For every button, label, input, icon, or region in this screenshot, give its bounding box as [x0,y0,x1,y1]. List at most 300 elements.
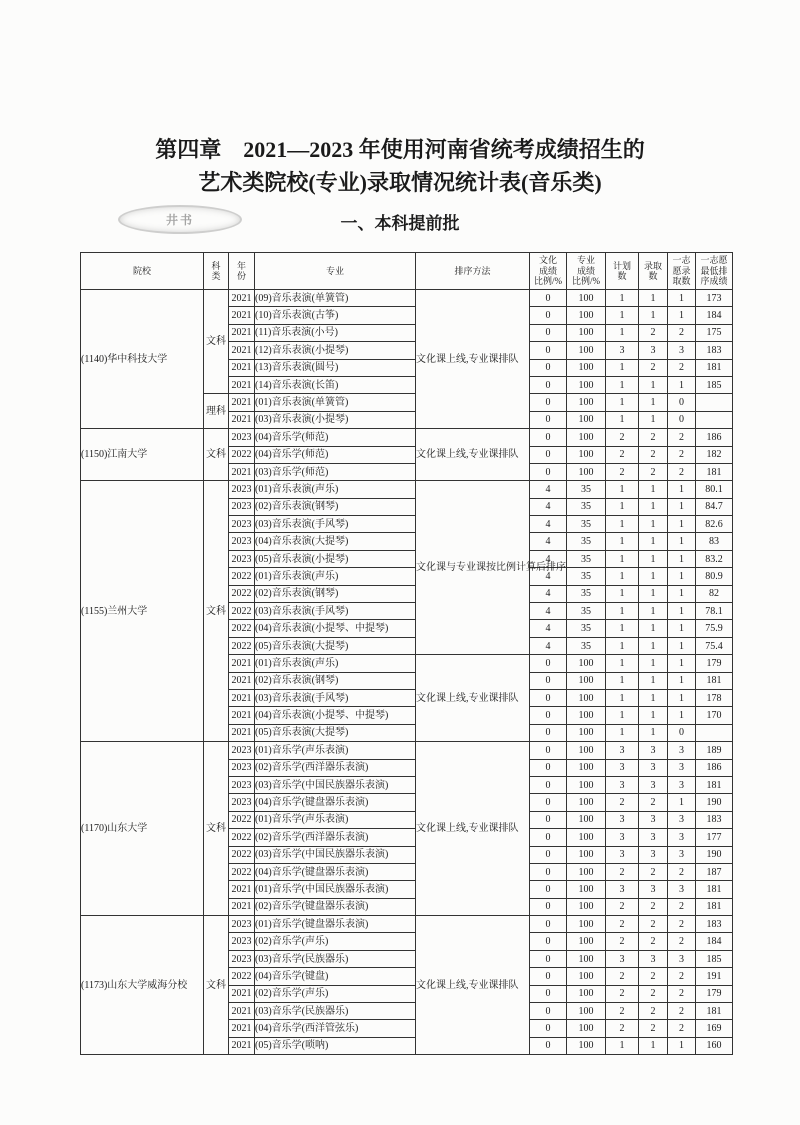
first-choice-admitted-cell: 1 [668,550,696,567]
admitted-count-cell: 1 [639,307,668,324]
first-choice-min-score-cell [696,724,733,741]
major-cell: (03)音乐学(中国民族器乐表演) [255,776,416,793]
first-choice-min-score-cell: 179 [696,985,733,1002]
culture-ratio-cell: 0 [530,446,567,463]
first-choice-min-score-cell: 190 [696,846,733,863]
culture-ratio-cell: 4 [530,550,567,567]
major-ratio-cell: 100 [567,324,606,341]
culture-ratio-cell: 0 [530,742,567,759]
culture-ratio-cell: 0 [530,933,567,950]
major-ratio-cell: 100 [567,829,606,846]
culture-ratio-cell: 4 [530,498,567,515]
plan-count-cell: 1 [606,376,639,393]
first-choice-min-score-cell: 186 [696,429,733,446]
year-cell: 2021 [229,342,255,359]
admitted-count-cell: 2 [639,898,668,915]
first-choice-min-score-cell: 183 [696,811,733,828]
major-ratio-cell: 100 [567,742,606,759]
major-ratio-cell: 100 [567,672,606,689]
plan-count-cell: 1 [606,550,639,567]
admitted-count-cell: 3 [639,811,668,828]
header-major-ratio: 专业 成绩 比例/% [567,253,606,290]
culture-ratio-cell: 0 [530,463,567,480]
admitted-count-cell: 2 [639,1003,668,1020]
header-school: 院校 [81,253,204,290]
school-name-cell: (1173)山东大学威海分校 [81,916,204,1055]
admitted-count-cell: 1 [639,411,668,428]
major-cell: (02)音乐学(声乐) [255,985,416,1002]
year-cell: 2021 [229,394,255,411]
plan-count-cell: 1 [606,516,639,533]
plan-count-cell: 2 [606,863,639,880]
category-cell: 文科 [204,290,229,394]
plan-count-cell: 1 [606,359,639,376]
first-choice-admitted-cell: 1 [668,376,696,393]
admitted-count-cell: 1 [639,672,668,689]
plan-count-cell: 1 [606,533,639,550]
major-ratio-cell: 35 [567,620,606,637]
year-cell: 2023 [229,516,255,533]
first-choice-admitted-cell: 1 [668,533,696,550]
admitted-count-cell: 1 [639,533,668,550]
first-choice-min-score-cell: 173 [696,290,733,307]
major-cell: (03)音乐学(民族器乐) [255,1003,416,1020]
plan-count-cell: 3 [606,742,639,759]
major-cell: (12)音乐表演(小提琴) [255,342,416,359]
plan-count-cell: 2 [606,1003,639,1020]
major-ratio-cell: 35 [567,603,606,620]
first-choice-min-score-cell: 184 [696,307,733,324]
admitted-count-cell: 3 [639,829,668,846]
major-cell: (02)音乐表演(钢琴) [255,498,416,515]
first-choice-min-score-cell: 75.4 [696,637,733,654]
major-cell: (14)音乐表演(长笛) [255,376,416,393]
year-cell: 2023 [229,933,255,950]
first-choice-min-score-cell: 83.2 [696,550,733,567]
plan-count-cell: 1 [606,324,639,341]
first-choice-min-score-cell: 183 [696,916,733,933]
year-cell: 2022 [229,637,255,654]
admitted-count-cell: 1 [639,550,668,567]
admitted-count-cell: 1 [639,689,668,706]
first-choice-admitted-cell: 1 [668,516,696,533]
first-choice-min-score-cell: 181 [696,1003,733,1020]
section-heading: 一、本科提前批 [340,214,460,233]
major-ratio-cell: 35 [567,481,606,498]
year-cell: 2022 [229,829,255,846]
admitted-count-cell: 3 [639,776,668,793]
first-choice-min-score-cell: 83 [696,533,733,550]
major-cell: (01)音乐表演(声乐) [255,568,416,585]
major-ratio-cell: 100 [567,776,606,793]
major-cell: (02)音乐学(键盘器乐表演) [255,898,416,915]
year-cell: 2023 [229,950,255,967]
major-cell: (05)音乐表演(小提琴) [255,550,416,567]
major-ratio-cell: 100 [567,916,606,933]
culture-ratio-cell: 0 [530,881,567,898]
first-choice-admitted-cell: 1 [668,689,696,706]
table-header-row [81,253,733,290]
culture-ratio-cell: 0 [530,1003,567,1020]
major-cell: (03)音乐表演(手风琴) [255,603,416,620]
major-cell: (02)音乐学(西洋器乐表演) [255,759,416,776]
plan-count-cell: 2 [606,463,639,480]
admitted-count-cell: 1 [639,707,668,724]
year-cell: 2023 [229,498,255,515]
culture-ratio-cell: 0 [530,429,567,446]
admitted-count-cell: 1 [639,290,668,307]
major-cell: (01)音乐学(声乐表演) [255,742,416,759]
culture-ratio-cell: 0 [530,359,567,376]
major-cell: (03)音乐学(中国民族器乐表演) [255,846,416,863]
major-ratio-cell: 100 [567,1037,606,1054]
first-choice-admitted-cell: 3 [668,881,696,898]
admitted-count-cell: 2 [639,324,668,341]
first-choice-min-score-cell: 181 [696,776,733,793]
category-cell: 文科 [204,481,229,742]
culture-ratio-cell: 0 [530,776,567,793]
first-choice-min-score-cell: 179 [696,655,733,672]
major-ratio-cell: 35 [567,568,606,585]
year-cell: 2022 [229,568,255,585]
table-row [81,742,733,759]
first-choice-min-score-cell: 80.9 [696,568,733,585]
first-choice-min-score-cell: 175 [696,324,733,341]
plan-count-cell: 1 [606,585,639,602]
year-cell: 2021 [229,881,255,898]
admitted-count-cell: 1 [639,394,668,411]
year-cell: 2021 [229,655,255,672]
major-cell: (10)音乐表演(古筝) [255,307,416,324]
plan-count-cell: 1 [606,307,639,324]
first-choice-admitted-cell: 0 [668,411,696,428]
year-cell: 2021 [229,411,255,428]
first-choice-min-score-cell [696,394,733,411]
year-cell: 2022 [229,603,255,620]
plan-count-cell: 2 [606,985,639,1002]
year-cell: 2023 [229,481,255,498]
plan-count-cell: 3 [606,950,639,967]
year-cell: 2023 [229,776,255,793]
major-ratio-cell: 100 [567,985,606,1002]
first-choice-admitted-cell: 1 [668,307,696,324]
first-choice-admitted-cell: 3 [668,342,696,359]
year-cell: 2021 [229,1020,255,1037]
major-ratio-cell: 100 [567,863,606,880]
admitted-count-cell: 1 [639,516,668,533]
major-cell: (04)音乐表演(小提琴、中提琴) [255,620,416,637]
admitted-count-cell: 1 [639,724,668,741]
year-cell: 2022 [229,863,255,880]
major-ratio-cell: 100 [567,342,606,359]
major-cell: (02)音乐表演(钢琴) [255,585,416,602]
header-first-choice-min-score: 一志愿 最低排 序成绩 [696,253,733,290]
header-first-choice-admitted: 一志 愿录 取数 [668,253,696,290]
year-cell: 2021 [229,672,255,689]
major-cell: (04)音乐学(键盘器乐表演) [255,794,416,811]
sort-method-cell: 文化课上线,专业课排队 [416,742,530,916]
plan-count-cell: 1 [606,411,639,428]
first-choice-admitted-cell: 1 [668,794,696,811]
first-choice-min-score-cell [696,411,733,428]
culture-ratio-cell: 4 [530,568,567,585]
admitted-count-cell: 3 [639,742,668,759]
first-choice-admitted-cell: 1 [668,603,696,620]
year-cell: 2023 [229,794,255,811]
major-ratio-cell: 35 [567,585,606,602]
plan-count-cell: 2 [606,968,639,985]
category-cell: 文科 [204,742,229,916]
admitted-count-cell: 2 [639,429,668,446]
major-cell: (02)音乐学(声乐) [255,933,416,950]
first-choice-min-score-cell: 169 [696,1020,733,1037]
admitted-count-cell: 3 [639,950,668,967]
major-cell: (04)音乐学(师范) [255,446,416,463]
first-choice-min-score-cell: 160 [696,1037,733,1054]
admitted-count-cell: 2 [639,463,668,480]
category-cell: 文科 [204,916,229,1055]
first-choice-min-score-cell: 80.1 [696,481,733,498]
admitted-count-cell: 2 [639,794,668,811]
plan-count-cell: 1 [606,672,639,689]
major-ratio-cell: 100 [567,707,606,724]
admitted-count-cell: 2 [639,359,668,376]
chapter-title-line-2: 艺术类院校(专业)录取情况统计表(音乐类) [198,170,602,195]
first-choice-admitted-cell: 1 [668,1037,696,1054]
year-cell: 2023 [229,742,255,759]
culture-ratio-cell: 0 [530,829,567,846]
first-choice-admitted-cell: 2 [668,1020,696,1037]
culture-ratio-cell: 4 [530,620,567,637]
school-name-cell: (1170)山东大学 [81,742,204,916]
header-culture-ratio: 文化 成绩 比例/% [530,253,567,290]
first-choice-min-score-cell: 181 [696,463,733,480]
major-ratio-cell: 100 [567,898,606,915]
plan-count-cell: 3 [606,342,639,359]
category-cell: 文科 [204,429,229,481]
major-ratio-cell: 35 [567,498,606,515]
first-choice-min-score-cell: 82.6 [696,516,733,533]
first-choice-admitted-cell: 2 [668,324,696,341]
first-choice-admitted-cell: 2 [668,463,696,480]
culture-ratio-cell: 0 [530,724,567,741]
stamp-text: 井书 [165,213,194,227]
first-choice-admitted-cell: 1 [668,620,696,637]
admission-statistics-table [80,252,733,1055]
culture-ratio-cell: 4 [530,516,567,533]
first-choice-admitted-cell: 2 [668,933,696,950]
first-choice-admitted-cell: 3 [668,829,696,846]
culture-ratio-cell: 0 [530,689,567,706]
admitted-count-cell: 2 [639,968,668,985]
culture-ratio-cell: 0 [530,376,567,393]
plan-count-cell: 3 [606,846,639,863]
plan-count-cell: 3 [606,881,639,898]
major-ratio-cell: 100 [567,933,606,950]
first-choice-admitted-cell: 2 [668,916,696,933]
plan-count-cell: 1 [606,637,639,654]
admitted-count-cell: 2 [639,446,668,463]
plan-count-cell: 1 [606,568,639,585]
culture-ratio-cell: 0 [530,916,567,933]
major-cell: (11)音乐表演(小号) [255,324,416,341]
major-cell: (01)音乐表演(声乐) [255,481,416,498]
admitted-count-cell: 1 [639,620,668,637]
year-cell: 2023 [229,916,255,933]
first-choice-admitted-cell: 0 [668,394,696,411]
major-ratio-cell: 35 [567,533,606,550]
first-choice-min-score-cell: 191 [696,968,733,985]
culture-ratio-cell: 4 [530,585,567,602]
year-cell: 2021 [229,290,255,307]
major-cell: (01)音乐学(键盘器乐表演) [255,916,416,933]
plan-count-cell: 1 [606,707,639,724]
culture-ratio-cell: 0 [530,846,567,863]
sort-method-cell: 文化课上线,专业课排队 [416,429,530,481]
first-choice-min-score-cell: 187 [696,863,733,880]
first-choice-admitted-cell: 2 [668,429,696,446]
first-choice-min-score-cell: 177 [696,829,733,846]
major-cell: (04)音乐学(师范) [255,429,416,446]
first-choice-admitted-cell: 2 [668,968,696,985]
first-choice-admitted-cell: 1 [668,707,696,724]
major-ratio-cell: 100 [567,759,606,776]
major-ratio-cell: 100 [567,446,606,463]
plan-count-cell: 2 [606,916,639,933]
admitted-count-cell: 2 [639,933,668,950]
admitted-count-cell: 2 [639,1020,668,1037]
first-choice-min-score-cell: 185 [696,950,733,967]
major-cell: (02)音乐表演(钢琴) [255,672,416,689]
plan-count-cell: 3 [606,829,639,846]
year-cell: 2023 [229,550,255,567]
admitted-count-cell: 1 [639,655,668,672]
year-cell: 2021 [229,324,255,341]
first-choice-admitted-cell: 2 [668,1003,696,1020]
plan-count-cell: 1 [606,655,639,672]
first-choice-min-score-cell: 189 [696,742,733,759]
plan-count-cell: 2 [606,429,639,446]
admitted-count-cell: 1 [639,603,668,620]
major-ratio-cell: 100 [567,429,606,446]
year-cell: 2021 [229,376,255,393]
admitted-count-cell: 1 [639,498,668,515]
first-choice-admitted-cell: 3 [668,811,696,828]
year-cell: 2023 [229,429,255,446]
admitted-count-cell: 3 [639,881,668,898]
first-choice-admitted-cell: 1 [668,637,696,654]
major-cell: (01)音乐表演(声乐) [255,655,416,672]
culture-ratio-cell: 4 [530,603,567,620]
culture-ratio-cell: 0 [530,672,567,689]
major-cell: (04)音乐表演(小提琴、中提琴) [255,707,416,724]
first-choice-min-score-cell: 184 [696,933,733,950]
major-cell: (03)音乐学(师范) [255,463,416,480]
year-cell: 2022 [229,446,255,463]
header-sort-method: 排序方法 [416,253,530,290]
culture-ratio-cell: 0 [530,655,567,672]
major-ratio-cell: 35 [567,550,606,567]
major-ratio-cell: 100 [567,724,606,741]
culture-ratio-cell: 0 [530,863,567,880]
first-choice-min-score-cell: 82 [696,585,733,602]
first-choice-admitted-cell: 1 [668,655,696,672]
header-plan-count: 计划 数 [606,253,639,290]
first-choice-admitted-cell: 2 [668,446,696,463]
first-choice-admitted-cell: 1 [668,672,696,689]
major-ratio-cell: 100 [567,463,606,480]
first-choice-admitted-cell: 3 [668,776,696,793]
first-choice-admitted-cell: 3 [668,846,696,863]
major-cell: (04)音乐学(西洋管弦乐) [255,1020,416,1037]
culture-ratio-cell: 0 [530,342,567,359]
first-choice-admitted-cell: 1 [668,568,696,585]
header-year: 年 份 [229,253,255,290]
year-cell: 2021 [229,359,255,376]
plan-count-cell: 1 [606,724,639,741]
major-cell: (04)音乐学(键盘器乐表演) [255,863,416,880]
major-cell: (09)音乐表演(单簧管) [255,290,416,307]
major-ratio-cell: 100 [567,968,606,985]
major-cell: (05)音乐表演(大提琴) [255,637,416,654]
first-choice-min-score-cell: 181 [696,881,733,898]
first-choice-min-score-cell: 181 [696,898,733,915]
plan-count-cell: 2 [606,933,639,950]
major-ratio-cell: 35 [567,516,606,533]
plan-count-cell: 2 [606,794,639,811]
major-cell: (03)音乐表演(手风琴) [255,689,416,706]
first-choice-min-score-cell: 178 [696,689,733,706]
admitted-count-cell: 1 [639,376,668,393]
plan-count-cell: 1 [606,603,639,620]
chapter-title-line-1: 第四章 2021—2023 年使用河南省统考成绩招生的 [155,137,645,162]
school-name-cell: (1150)江南大学 [81,429,204,481]
first-choice-admitted-cell: 3 [668,759,696,776]
first-choice-admitted-cell: 3 [668,950,696,967]
major-cell: (05)音乐学(唢呐) [255,1037,416,1054]
major-cell: (01)音乐学(中国民族器乐表演) [255,881,416,898]
table-row [81,429,733,446]
culture-ratio-cell: 0 [530,307,567,324]
culture-ratio-cell: 4 [530,637,567,654]
sort-method-cell: 文化课上线,专业课排队 [416,290,530,429]
major-cell: (05)音乐表演(大提琴) [255,724,416,741]
admitted-count-cell: 3 [639,759,668,776]
major-ratio-cell: 100 [567,846,606,863]
plan-count-cell: 1 [606,481,639,498]
year-cell: 2023 [229,533,255,550]
year-cell: 2021 [229,898,255,915]
culture-ratio-cell: 0 [530,950,567,967]
school-name-cell: (1155)兰州大学 [81,481,204,742]
first-choice-admitted-cell: 2 [668,359,696,376]
plan-count-cell: 1 [606,620,639,637]
admitted-count-cell: 3 [639,846,668,863]
culture-ratio-cell: 0 [530,759,567,776]
first-choice-min-score-cell: 181 [696,359,733,376]
header-admitted-count: 录取 数 [639,253,668,290]
culture-ratio-cell: 0 [530,794,567,811]
first-choice-min-score-cell: 185 [696,376,733,393]
table-body [81,290,733,1055]
admitted-count-cell: 1 [639,481,668,498]
major-cell: (01)音乐表演(单簧管) [255,394,416,411]
year-cell: 2022 [229,968,255,985]
major-ratio-cell: 100 [567,290,606,307]
major-ratio-cell: 100 [567,359,606,376]
table-row [81,481,733,498]
table-row [81,290,733,307]
